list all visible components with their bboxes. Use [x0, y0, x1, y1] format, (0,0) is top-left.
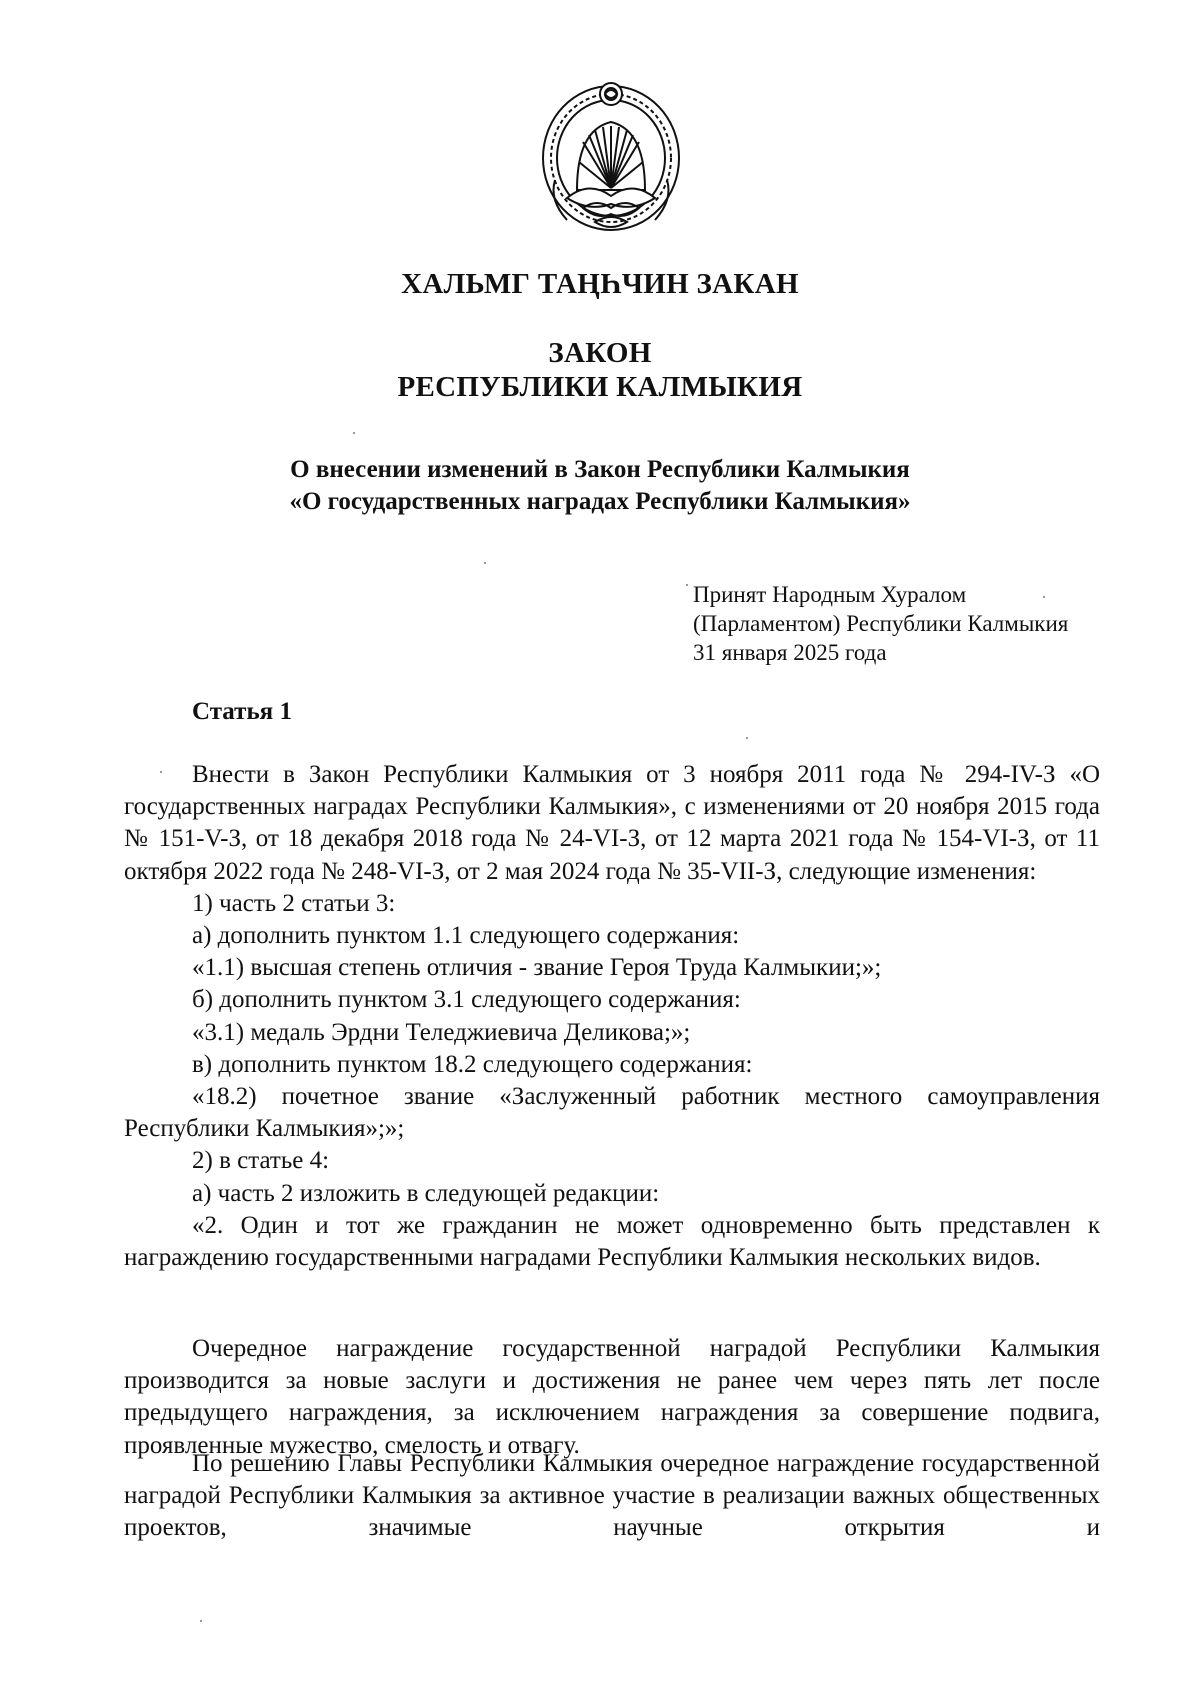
subject-line2: «О государственных наградах Республики Калмыкия»	[289, 488, 911, 515]
law-title-line2: РЕСПУБЛИКИ КАЛМЫКИЯ	[397, 371, 803, 403]
law-title-line1: ЗАКОН	[548, 337, 652, 369]
paragraph-head-decision	[124, 1448, 1100, 1545]
repeat-award-text: Очередное награждение государственной наградой Республики Калмыкия производится за новые заслуги и достижения не ранее чем через пять лет после предыдущего награждения, за исключением награждения за совершение подвига, проявленные мужество, смелость и отвагу.	[124, 1335, 1100, 1459]
scan-speck	[484, 562, 486, 564]
scan-speck	[200, 1620, 202, 1622]
item-1c-text: «18.2) почетное звание «Заслуженный работник местного самоуправления Республики Калмыкия»;»;	[124, 1083, 1100, 1143]
adoption-note	[693, 580, 1068, 667]
scan-speck	[1043, 596, 1045, 598]
item-1b-text: «3.1) медаль Эрдни Теледжиевича Деликова;»;	[192, 1018, 691, 1046]
item-1a-text: «1.1) высшая степень отличия - звание Героя Труда Калмыкии;»;	[192, 954, 882, 982]
scan-speck	[353, 432, 355, 434]
scan-speck	[160, 771, 162, 773]
head-decision-text: По решению Главы Республики Калмыкия очередное награждение государственной наградой Республики Калмыкия за активное участие в реализации важных общественных проектов, значимые научные открытия и	[124, 1450, 1100, 1542]
subject-line1: О внесении изменений в Закон Республики Калмыкия	[290, 456, 910, 483]
article-body	[124, 759, 1100, 1274]
paragraph-repeat-award	[124, 1333, 1100, 1462]
item-1b: б) дополнить пунктом 3.1 следующего содержания:	[192, 986, 741, 1014]
scan-speck	[686, 584, 688, 586]
item-1c: в) дополнить пунктом 18.2 следующего содержания:	[192, 1050, 753, 1078]
adoption-line1: Принят Народным Хуралом	[693, 582, 967, 607]
item-2a: а) часть 2 изложить в следующей редакции:	[192, 1179, 660, 1207]
item-2: 2) в статье 4:	[192, 1147, 330, 1175]
item-1a: а) дополнить пунктом 1.1 следующего содержания:	[192, 922, 740, 950]
article-heading: Статья 1	[192, 698, 292, 725]
kalmykia-emblem-icon	[537, 80, 685, 240]
adoption-line2: (Парламентом) Республики Калмыкия	[693, 611, 1069, 636]
item-1: 1) часть 2 статьи 3:	[192, 889, 396, 917]
kalmyk-title: ХАЛЬМГ ТАҢҺЧИН ЗАКАН	[401, 268, 799, 300]
adoption-date: 31 января 2025 года	[693, 640, 887, 665]
scan-speck	[746, 737, 748, 739]
item-2a-text: «2. Один и тот же гражданин не может одновременно быть представлен к награждению государственными наградами Республики Калмыкия нескольких видов.	[124, 1211, 1100, 1272]
article-intro: Внести в Закон Республики Калмыкия от 3 ноября 2011 года № 294-IV-З «О государственных наградах Республики Калмыкия», с изменениями от 20 ноября 2015 года № 151-V-З, от 18 декабря 2018 года № 24-VI-З, от 12 марта 2021 года № 154-VI-З, от 11 октября 2022 года № 248-VI-З, от 2 мая 2024 года № 35-VII-З, следующие изменения:	[124, 761, 1100, 885]
